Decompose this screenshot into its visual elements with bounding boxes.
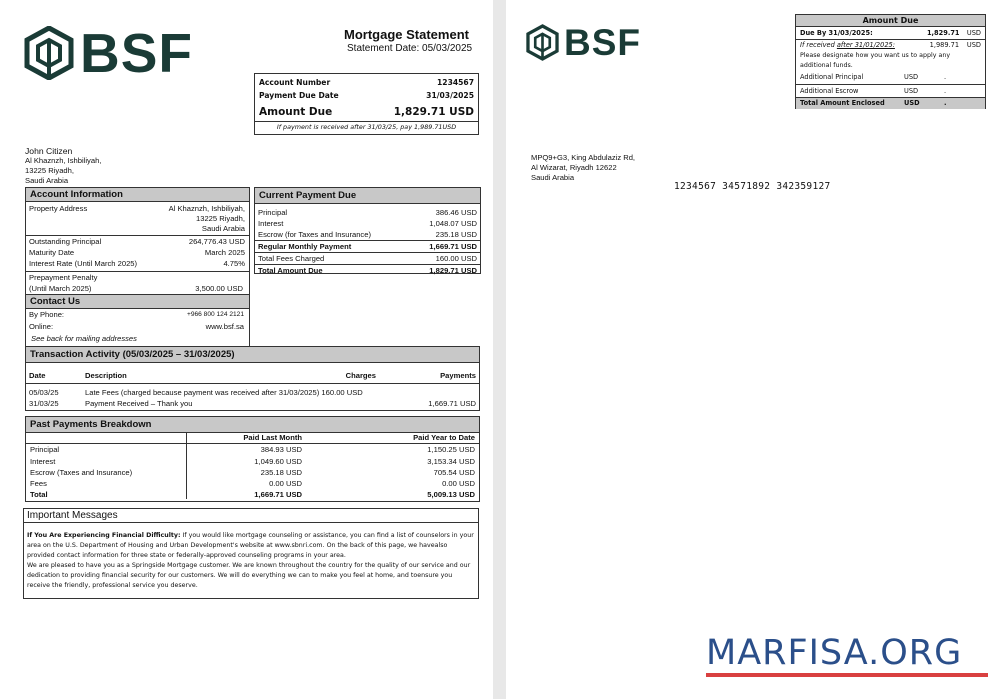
table-row bbox=[26, 443, 479, 455]
remit-line: MPQ9+G3, King Abdulaziz Rd, bbox=[531, 153, 636, 162]
micr-line: 1234567 34571892 342359127 bbox=[674, 181, 831, 192]
past-payments-heading: Past Payments Breakdown bbox=[26, 417, 479, 433]
tx-payments bbox=[379, 387, 479, 398]
col-charges: Charges bbox=[345, 371, 376, 381]
tx-description: Late Fees (charged because payment was received after 31/03/2025) 160.00 USD bbox=[85, 388, 363, 397]
phone-number[interactable]: +966 800 124 2121 bbox=[186, 311, 244, 318]
remit-line: Saudi Arabia bbox=[531, 173, 575, 182]
regular-monthly-payment-row: Regular Monthly Payment 1,669.71 USD bbox=[255, 240, 480, 253]
table-row bbox=[26, 489, 479, 499]
additional-escrow-row[interactable]: Additional Escrow USD . bbox=[796, 85, 985, 99]
col-description: Description bbox=[85, 371, 127, 381]
past-payments-table bbox=[26, 433, 479, 499]
pp-last-month: 1,049.60 USD bbox=[254, 456, 302, 466]
additional-principal-row[interactable]: Additional Principal USD . bbox=[796, 71, 985, 85]
due-date-label: Payment Due Date bbox=[259, 91, 339, 100]
pp-label: Principal bbox=[26, 443, 186, 455]
late-row bbox=[796, 40, 985, 51]
col-blank bbox=[26, 433, 186, 443]
pp-ytd: 0.00 USD bbox=[442, 479, 475, 488]
late-value: 1,989.71 bbox=[929, 41, 960, 49]
recipient-line: Saudi Arabia bbox=[25, 176, 69, 185]
current-due-row: Escrow (for Taxes and Insurance) 235.18 USD bbox=[258, 230, 477, 239]
outstanding-principal: 264,776.43 USD bbox=[188, 237, 245, 246]
prepayment-penalty: 3,500.00 USD bbox=[195, 284, 243, 293]
table-row bbox=[26, 467, 479, 478]
table-row bbox=[26, 398, 479, 409]
total-amount-due-row: Total Amount Due 1,829.71 USD bbox=[255, 264, 480, 276]
pp-total-ytd: 5,009.13 USD bbox=[427, 489, 475, 499]
account-information-box bbox=[25, 187, 250, 295]
pp-last-month: 384.93 USD bbox=[260, 444, 302, 454]
tx-date: 05/03/25 bbox=[29, 388, 59, 397]
pp-ytd: 1,150.25 USD bbox=[427, 444, 475, 454]
messages-heading: Important Messages bbox=[24, 509, 478, 523]
amount-due-coupon bbox=[795, 14, 986, 109]
statement-page-front bbox=[0, 0, 493, 699]
interest-rate: 4.75% bbox=[223, 259, 245, 268]
remit-line: Al Wizarat, Riyadh 12622 bbox=[531, 163, 617, 172]
late-label: If received after 31/01/2025: bbox=[800, 41, 895, 49]
bsf-logo-text: BSF bbox=[564, 21, 641, 63]
table-row bbox=[26, 478, 479, 489]
website-link[interactable]: www.bsf.sa bbox=[205, 322, 244, 331]
pp-total-last-month: 1,669.71 USD bbox=[254, 489, 302, 499]
recipient-line: 13225 Riyadh, bbox=[25, 166, 74, 175]
recipient-address bbox=[25, 146, 101, 186]
recipient-name: John Citizen bbox=[25, 146, 73, 156]
statement-title: Mortgage Statement bbox=[344, 27, 469, 42]
past-payments-box bbox=[25, 416, 480, 502]
col-payments: Payments bbox=[440, 371, 476, 381]
late-currency: USD bbox=[966, 41, 981, 49]
amount-due: 1,829.71 USD bbox=[393, 106, 474, 118]
account-number: 1234567 bbox=[437, 78, 474, 87]
due-by-row bbox=[796, 27, 985, 39]
maturity-label: Maturity Date bbox=[29, 248, 75, 257]
pp-last-month: 0.00 USD bbox=[269, 479, 302, 488]
statement-date: Statement Date: 05/03/2025 bbox=[347, 43, 473, 54]
tx-charges bbox=[317, 398, 379, 409]
table-row bbox=[26, 387, 479, 398]
contact-heading: Contact Us bbox=[26, 295, 249, 309]
pp-label: Fees bbox=[26, 478, 186, 489]
property-address: Al Khaznzh, Ishbiliyah, 13225 Riyadh, Saudi Arabia bbox=[168, 204, 245, 233]
pp-ytd: 705.54 USD bbox=[433, 468, 475, 477]
principal-label: Outstanding Principal bbox=[29, 237, 102, 246]
interest-rate-label: Interest Rate (Until March 2025) bbox=[29, 259, 138, 268]
tx-description: Payment Received – Thank you bbox=[85, 399, 193, 408]
maturity-date: March 2025 bbox=[204, 248, 245, 257]
phone-label: By Phone: bbox=[29, 310, 65, 319]
contact-box bbox=[25, 294, 250, 347]
summary-box bbox=[254, 73, 479, 135]
watermark-text: MARFISA.ORG bbox=[706, 633, 963, 673]
designate-funds-note: Please designate how you want us to apply any additional funds. bbox=[800, 52, 951, 69]
current-payment-due-box bbox=[254, 187, 481, 274]
bsf-logo bbox=[24, 22, 193, 84]
transactions-heading: Transaction Activity (05/03/2025 – 31/03/2025) bbox=[26, 347, 479, 363]
current-due-row: Interest 1,048.07 USD bbox=[258, 219, 477, 228]
watermark-underline bbox=[706, 673, 988, 677]
table-row bbox=[26, 455, 479, 467]
col-date: Date bbox=[29, 371, 46, 381]
due-by-value: 1,829.71 bbox=[926, 29, 960, 37]
recipient-line: Al Khaznzh, Ishbiliyah, bbox=[25, 156, 102, 165]
pp-label: Escrow (Taxes and Insurance) bbox=[26, 467, 186, 478]
due-by-label: Due By 31/03/2025: bbox=[800, 29, 873, 37]
late-payment-note: If payment is received after 31/03/25, pay 1,989.71USD bbox=[276, 123, 457, 131]
bsf-emblem-icon bbox=[24, 26, 74, 80]
pp-total-label: Total bbox=[26, 489, 186, 499]
total-enclosed-row[interactable]: Total Amount Enclosed USD . bbox=[796, 98, 985, 109]
coupon-heading: Amount Due bbox=[796, 15, 985, 27]
important-messages-box bbox=[23, 508, 479, 599]
online-label: Online: bbox=[29, 322, 54, 331]
remit-address bbox=[531, 153, 635, 183]
bsf-emblem-icon bbox=[526, 24, 559, 61]
amount-due-label: Amount Due bbox=[259, 106, 333, 118]
account-info-heading: Account Information bbox=[26, 188, 249, 202]
due-date: 31/03/2025 bbox=[426, 91, 474, 100]
statement-page-coupon bbox=[506, 0, 999, 699]
prepayment-penalty-period: (Until March 2025) bbox=[29, 284, 92, 293]
col-last-month: Paid Last Month bbox=[243, 433, 302, 443]
account-number-label: Account Number bbox=[259, 78, 331, 87]
pp-ytd: 3,153.34 USD bbox=[427, 456, 475, 466]
tx-charges: 160.00 USD bbox=[321, 388, 363, 397]
current-due-heading: Current Payment Due bbox=[255, 188, 480, 204]
pp-label: Interest bbox=[26, 455, 186, 467]
transactions-table bbox=[26, 369, 479, 409]
message-paragraph: If You Are Experiencing Financial Difficulty: If you would like mortgage counseling or assistance, you can find a list of counselors in your area on the U.S. Department of Housing and Urban Development's website at www.sbnri.com. On the back of this page, we havealso provided contact information for three state or federally-approved counseling programs in your area. bbox=[27, 532, 474, 559]
transaction-activity-box bbox=[25, 346, 480, 411]
tx-date: 31/03/25 bbox=[29, 399, 59, 408]
watermark bbox=[706, 634, 988, 677]
due-by-currency: USD bbox=[966, 29, 981, 37]
prepayment-penalty-label: Prepayment Penalty bbox=[29, 273, 98, 282]
message-paragraph: We are pleased to have you as a Springside Mortgage customer. We are known throughout the country for the quality of our service and our dedication to providing financial security for our customers. We will do everything we can to make you feel at home, and toensure you receive the friendly, professional service you deserve. bbox=[27, 562, 471, 589]
pp-last-month: 235.18 USD bbox=[260, 468, 302, 477]
bsf-logo bbox=[526, 21, 641, 63]
col-ytd: Paid Year to Date bbox=[413, 433, 475, 443]
current-due-row: Principal 386.46 USD bbox=[258, 208, 477, 217]
current-due-row: Total Fees Charged 160.00 USD bbox=[258, 254, 477, 263]
property-address-label: Property Address bbox=[29, 204, 88, 213]
mailing-note: See back for mailing addresses bbox=[31, 334, 137, 343]
bsf-logo-text: BSF bbox=[80, 22, 193, 84]
tx-payments: 1,669.71 USD bbox=[428, 399, 476, 408]
